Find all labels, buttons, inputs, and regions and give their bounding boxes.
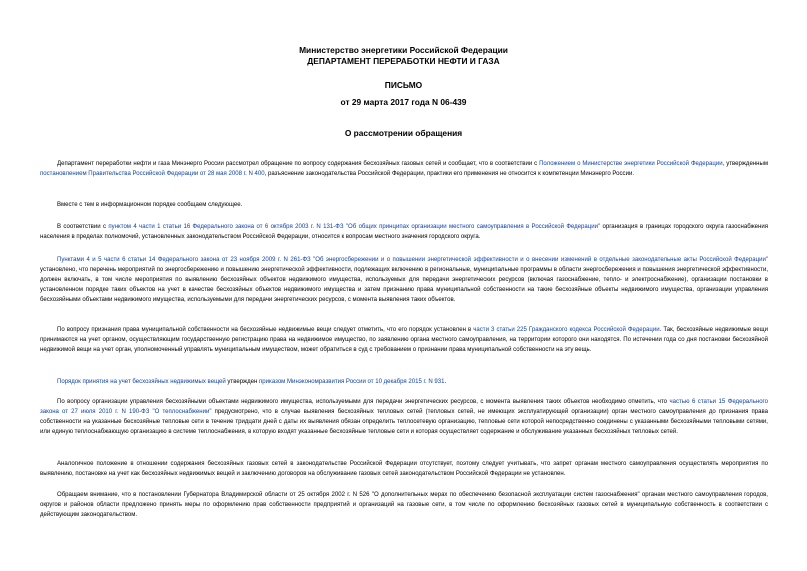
link-registration-procedure[interactable]: Порядок принятия на учет бесхозяйных недвижимых вещей xyxy=(57,379,226,385)
link-order-931[interactable]: приказом Минэкономразвития России от 10 декабря 2015 г. N 931 xyxy=(259,379,445,385)
paragraph-text: По вопросу признания права муниципальной собственности на бесхозяйные недвижимые вещи следует отметить, что его порядок установлен в xyxy=(57,327,474,333)
paragraph-text: Департамент переработки нефти и газа Минэнерго России рассмотрел обращение по вопросу содержания бесхозяйных газовых сетей и сообщает, что в соответствии с xyxy=(57,161,540,167)
paragraph-3 xyxy=(40,222,768,242)
paragraph-text: Аналогичное положение в отношении содержания бесхозяйных газовых сетей в законодательстве Российской Федерации отсутствует, поэтому следует учитывать, что запрет органам местного самоуправления осуществлять мероприятия по выявлению, постановке на учет как бесхозяйных недвижимых вещей и заключению договоров на обслуживание газовых сетей законодательством Российской Федерации не установлен. xyxy=(40,461,768,477)
paragraph-text: . xyxy=(444,379,447,385)
link-ministry-regulation[interactable]: Положением о Министерстве энергетики Российской Федерации xyxy=(539,161,723,167)
paragraph-4 xyxy=(40,255,768,305)
paragraph-6 xyxy=(40,377,768,387)
paragraph-text: предусмотрено, что в случае выявления бесхозяйных тепловых сетей (тепловых сетей, не имеющих эксплуатирующей организации) орган местного самоуправления до признания права собственности на указанные бесхозяйные тепловые сети в течение тридцати дней с даты их выявления обязан определить теплосетевую организацию, тепловые сети которой непосредственно соединены с указанными бесхозяйными тепловыми сетями, или единую теплоснабжающую организацию в системе теплоснабжения, в которую входят указанные бесхозяйные тепловые сети и которая осуществляет содержание и обслуживание указанных бесхозяйных тепловых сетей. xyxy=(40,409,768,435)
department-name: ДЕПАРТАМЕНТ ПЕРЕРАБОТКИ НЕФТИ И ГАЗА xyxy=(307,56,500,66)
paragraph-5 xyxy=(40,325,768,355)
paragraph-text: организация в границах городского округа газоснабжения населения в пределах полномочий, установленных законодательством Российской Федерации, относится к вопросам местного значения городского округа. xyxy=(40,224,769,240)
paragraph-text: Обращаем внимание, что в постановлении Губернатора Владимирской области от 25 октября 2002 г. N 526 "О дополнительных мерах по обеспечению безопасной эксплуатации систем газоснабжения" органам местного самоуправления городов, округов и районов области предложено принять меры по оформлению прав собственности предприятий и организаций на газовые сети, в том числе по оформлению бесхозяйных газовых сетей в муниципальную собственность в соответствии с действующим законодательством. xyxy=(40,492,768,518)
document-date-number: от 29 марта 2017 года N 06-439 xyxy=(340,97,467,107)
link-federal-law-131[interactable]: пунктом 4 части 1 статьи 16 Федерального закона от 6 октября 2003 г. N 131-ФЗ "Об общих принципах организации местного самоуправления в Российской Федерации" xyxy=(108,224,601,230)
paragraph-text: Вместе с тем в информационном порядке сообщаем следующее. xyxy=(57,202,243,208)
paragraph-text: установлено, что перечень мероприятий по энергосбережению и повышению энергетической эффективности, подлежащих включению в региональные, муниципальные программы в области энергосбережения и повышения энергетической эффективности, должен включать, в том числе мероприятия по выявлению бесхозяйных объектов недвижимого имущества, используемых для передачи энергетических ресурсов (включая газоснабжение, тепло- и электроснабжение), организации постановки в установленном порядке таких объектов на учет в качестве бесхозяйных объектов недвижимого имущества и затем признанию права муниципальной собственности на такие бесхозяйные объекты недвижимого имущества, организации управления бесхозяйными объектами недвижимого имущества, используемыми для передачи энергетических ресурсов, с момента выявления таких объектов. xyxy=(40,267,768,303)
paragraph-text: В соответствии с xyxy=(57,224,109,230)
paragraph-text: . Так, бесхозяйные недвижимые вещи принимаются на учет органом, осуществляющим государственную регистрацию права на недвижимое имущество, по заявлению органа местного самоуправления, на территории которого они находятся. По истечении года со дня постановки бесхозяйной недвижимой вещи на учет орган, уполномоченный управлять муниципальным имуществом, может обратиться в суд с требованием о признании права муниципальной собственности на эту вещь. xyxy=(40,327,768,353)
document-subject: О рассмотрении обращения xyxy=(344,128,463,138)
paragraph-1 xyxy=(40,159,768,179)
paragraph-text: утвержден xyxy=(225,379,260,385)
paragraph-text: По вопросу организации управления бесхозяйными объектами недвижимого имущества, используемыми для передачи энергетических ресурсов, с момента выявления таких объектов необходимо отметить, что xyxy=(57,399,670,405)
paragraph-text: , утвержденным xyxy=(722,161,768,167)
link-civil-code-225[interactable]: части 3 статьи 225 Гражданского кодекса Российской Федерации xyxy=(473,327,660,333)
ministry-name: Министерство энергетики Российской Федерации xyxy=(299,45,508,55)
paragraph-9 xyxy=(40,490,768,520)
link-federal-law-190[interactable]: частью 6 статьи 15 Федерального закона от 27 июля 2010 г. N 190-ФЗ "О теплоснабжении" xyxy=(40,399,768,415)
link-government-resolution-400[interactable]: постановлением Правительства Российской Федерации от 28 мая 2008 г. N 400 xyxy=(40,171,265,177)
paragraph-8 xyxy=(40,459,768,479)
paragraph-2 xyxy=(40,200,768,210)
document-type: ПИСЬМО xyxy=(384,80,423,90)
paragraph-7 xyxy=(40,397,768,437)
link-federal-law-261[interactable]: Пунктами 4 и 5 части 6 статьи 14 Федерального закона от 23 ноября 2009 г. N 261-ФЗ "Об энергосбережении и о повышении энергетической эффективности и о внесении изменений в отдельные законодательные акты Российской Федерации" xyxy=(57,257,768,263)
paragraph-text: , разъяснение законодательства Российской Федерации, практики его применения не относится к компетенции Минэнерго России. xyxy=(264,171,635,177)
